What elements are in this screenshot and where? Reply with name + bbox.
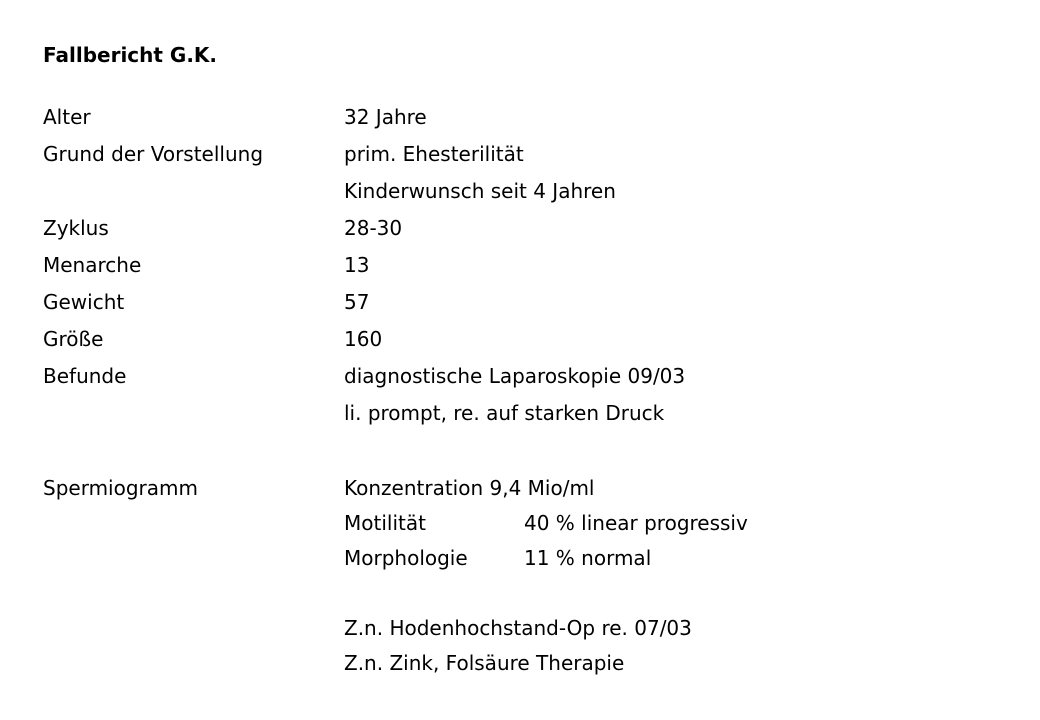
row-value: Kinderwunsch seit 4 Jahren bbox=[344, 179, 616, 203]
spermiogramm-item-value: 11 % normal bbox=[524, 546, 652, 570]
row-value: 13 bbox=[344, 253, 370, 277]
row-label: Zyklus bbox=[43, 216, 109, 240]
spermiogramm-item-name bbox=[344, 473, 595, 503]
row-value: li. prompt, re. auf starken Druck bbox=[344, 401, 665, 425]
spermiogramm-item-value: 40 % linear progressiv bbox=[524, 511, 748, 535]
row-value: 57 bbox=[344, 290, 370, 314]
row-value: 28-30 bbox=[344, 216, 403, 240]
row-label: Menarche bbox=[43, 253, 142, 277]
row-label: Größe bbox=[43, 327, 104, 351]
page-title: Fallbericht G.K. bbox=[43, 43, 218, 67]
item-name: Konzentration bbox=[344, 476, 484, 500]
item-value: 9,4 Mio/ml bbox=[483, 476, 595, 500]
row-label: Befunde bbox=[43, 364, 127, 388]
row-value: prim. Ehesterilität bbox=[344, 142, 524, 166]
note-text: Z.n. Hodenhochstand-Op re. 07/03 bbox=[344, 616, 692, 640]
spermiogramm-label: Spermiogramm bbox=[43, 476, 198, 500]
note-text: Z.n. Zink, Folsäure Therapie bbox=[344, 651, 625, 675]
row-label: Grund der Vorstellung bbox=[43, 142, 264, 166]
spermiogramm-item-name: Motilität bbox=[344, 511, 426, 535]
row-label: Alter bbox=[43, 105, 91, 129]
row-value: diagnostische Laparoskopie 09/03 bbox=[344, 364, 686, 388]
row-label: Gewicht bbox=[43, 290, 125, 314]
row-value: 160 bbox=[344, 327, 383, 351]
spermiogramm-item-name: Morphologie bbox=[344, 546, 468, 570]
row-value: 32 Jahre bbox=[344, 105, 427, 129]
